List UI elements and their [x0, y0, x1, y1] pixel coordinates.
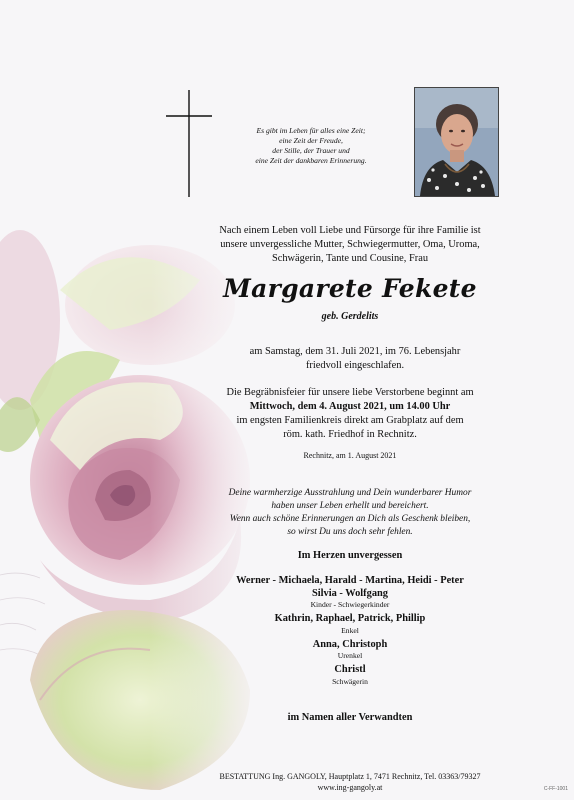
death-line: am Samstag, dem 31. Juli 2021, im 76. Lebensjahr — [249, 346, 461, 357]
funeral-line: im engsten Familienkreis direkt am Grabplatz auf dem — [236, 415, 464, 426]
document-code: C-FF-1001 — [543, 786, 568, 792]
portrait-photo — [414, 87, 499, 197]
place-date: Rechnitz, am 1. August 2021 — [303, 451, 397, 460]
cross-icon — [166, 90, 212, 197]
family-role: Kinder - Schwiegerkinder — [310, 600, 390, 609]
quote-line: eine Zeit der Freude, — [279, 136, 343, 145]
death-line: friedvoll eingeschlafen. — [305, 360, 405, 371]
quote-line: Es gibt im Leben für alles eine Zeit; — [256, 126, 366, 135]
in-memory-heading: Im Herzen unvergessen — [297, 550, 403, 561]
death-notice — [220, 345, 490, 373]
family-group — [170, 613, 530, 636]
poem-line: Wenn auch schöne Erinnerungen an Dich als Geschenk bleiben, — [229, 514, 471, 524]
memorial-poem — [170, 487, 530, 539]
intro-line: Schwägerin, Tante und Cousine, Frau — [271, 253, 429, 264]
funeral-info — [190, 386, 510, 442]
funeral-home-footer — [180, 771, 520, 793]
funeral-date-time: Mittwoch, dem 4. August 2021, um 14.00 Uhr — [249, 401, 451, 412]
family-names: Christl — [334, 664, 366, 675]
family-names: Werner - Michaela, Harald - Martina, Heidi - Peter — [236, 575, 464, 586]
family-names: Kathrin, Raphael, Patrick, Phillip — [274, 613, 426, 624]
intro-line: Nach einem Leben voll Liebe und Fürsorge für ihre Familie ist — [219, 225, 481, 236]
poem-line: Deine warmherzige Ausstrahlung und Dein wunderbarer Humor — [228, 488, 472, 498]
family-group — [170, 664, 530, 687]
maiden-name: geb. Gerdelits — [321, 311, 379, 322]
family-names: Silvia - Wolfgang — [311, 587, 389, 599]
family-names: Anna, Christoph — [312, 638, 388, 650]
family-role: Schwägerin — [332, 676, 368, 686]
funeral-line: röm. kath. Friedhof in Rechnitz. — [283, 429, 417, 440]
intro-text — [190, 224, 510, 266]
footer-address: BESTATTUNG Ing. GANGOLY, Hauptplatz 1, 7471 Rechnitz, Tel. 03363/79327 — [219, 772, 481, 781]
relatives-closing: im Namen aller Verwandten — [287, 712, 413, 723]
poem-line: so wirst Du uns doch sehr fehlen. — [287, 527, 413, 537]
quote-line: eine Zeit der dankbaren Erinnerung. — [255, 156, 367, 165]
family-group — [170, 575, 530, 610]
family-group — [170, 639, 530, 662]
deceased-name: Margarete Fekete — [223, 274, 477, 303]
family-role: Enkel — [341, 625, 359, 635]
family-list — [170, 575, 530, 690]
intro-line: unsere unvergessliche Mutter, Schwiegermutter, Oma, Uroma, — [220, 239, 480, 250]
footer-website[interactable]: www.ing-gangoly.at — [317, 783, 383, 792]
quote-line: der Stille, der Trauer und — [272, 146, 350, 155]
poem-line: haben unser Leben erhellt und bereichert. — [271, 501, 429, 511]
family-role: Urenkel — [337, 651, 363, 660]
opening-quote — [216, 126, 406, 166]
funeral-line: Die Begräbnisfeier für unsere liebe Verstorbene beginnt am — [226, 387, 474, 398]
